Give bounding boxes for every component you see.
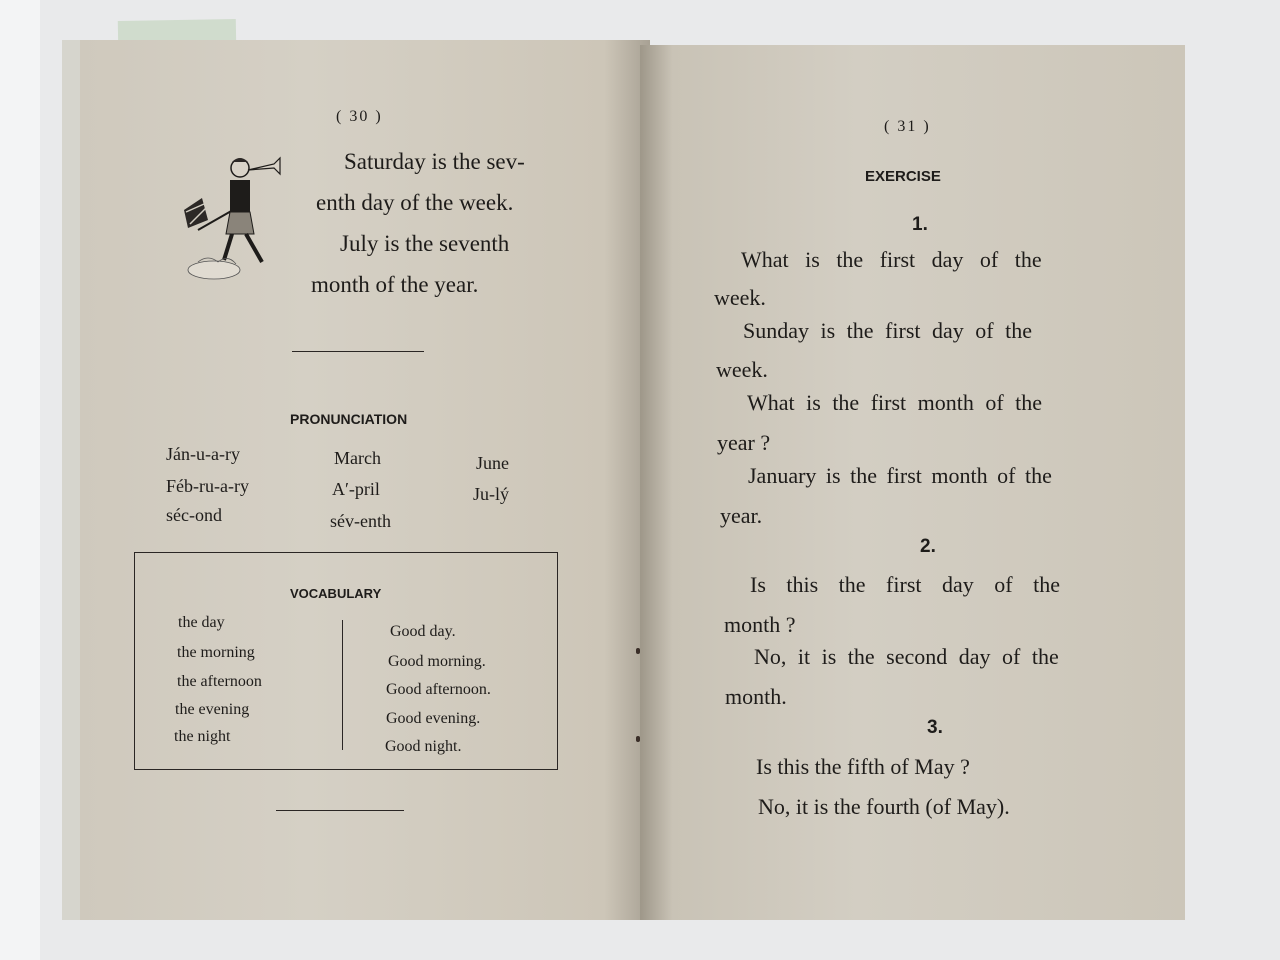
right-page [640, 45, 1185, 920]
divider-rule-top [292, 351, 424, 352]
ex1-line-7: January is the first month of the [748, 463, 1052, 488]
ex1-line-1: What is the first day of the [741, 247, 1042, 272]
ex1-line-8: year. [720, 503, 763, 528]
vocab-left-1: the day [178, 614, 225, 631]
ex2-line-3: No, it is the second day of the [754, 644, 1059, 669]
pron-col2-2: A′-pril [332, 479, 380, 499]
vocabulary-heading: VOCABULARY [290, 586, 382, 601]
vocab-left-5: the night [174, 728, 231, 745]
ex3-line-2: No, it is the fourth (of May). [758, 794, 1010, 819]
divider-rule-bottom [276, 810, 404, 811]
section-number-2: 2. [920, 536, 936, 557]
vocab-right-4: Good evening. [386, 710, 481, 727]
vocabulary-divider [342, 620, 343, 750]
story-line-2: enth day of the week. [316, 190, 514, 215]
ex2-line-2: month ? [724, 612, 796, 637]
ex2-line-1: Is this the first day of the [750, 572, 1060, 597]
story-line-3: July is the seventh [340, 231, 510, 256]
exercise-heading: EXERCISE [865, 168, 941, 185]
ex1-line-6: year ? [717, 430, 771, 455]
vocab-right-5: Good night. [385, 738, 462, 755]
section-number-1: 1. [912, 214, 928, 235]
pron-col2-1: March [334, 448, 381, 468]
pron-col1-3: séc-ond [166, 505, 222, 525]
section-number-3: 3. [927, 717, 943, 738]
ex1-line-2: week. [714, 285, 766, 310]
vocab-right-2: Good morning. [388, 653, 486, 670]
ex1-line-4: week. [716, 357, 768, 382]
page-number-left: ( 30 ) [336, 108, 383, 125]
left-page [80, 40, 650, 920]
vocab-right-3: Good afternoon. [386, 681, 491, 698]
ex1-line-3: Sunday is the first day of the [743, 318, 1032, 343]
ex1-line-5: What is the first month of the [747, 390, 1043, 415]
vocab-left-4: the evening [175, 701, 250, 718]
pron-col1-1: Ján-u-a-ry [166, 444, 240, 464]
page-number-right: ( 31 ) [884, 118, 931, 135]
ex3-line-1: Is this the fifth of May ? [756, 754, 970, 779]
vocab-right-1: Good day. [390, 623, 456, 640]
pron-col3-2: Ju-lý [473, 484, 509, 504]
vocab-left-2: the morning [177, 644, 255, 661]
pron-col1-2: Féb-ru-a-ry [166, 476, 249, 496]
pron-col2-3: sév-enth [330, 511, 391, 531]
story-line-1: Saturday is the sev- [344, 149, 525, 174]
ex2-line-4: month. [725, 684, 787, 709]
pronunciation-heading: PRONUNCIATION [290, 411, 408, 427]
boy-with-flag-illustration [178, 150, 298, 290]
pron-col3-1: June [476, 453, 509, 473]
vocab-left-3: the afternoon [177, 673, 262, 690]
background-stripe [0, 0, 40, 960]
story-line-4: month of the year. [311, 272, 479, 297]
